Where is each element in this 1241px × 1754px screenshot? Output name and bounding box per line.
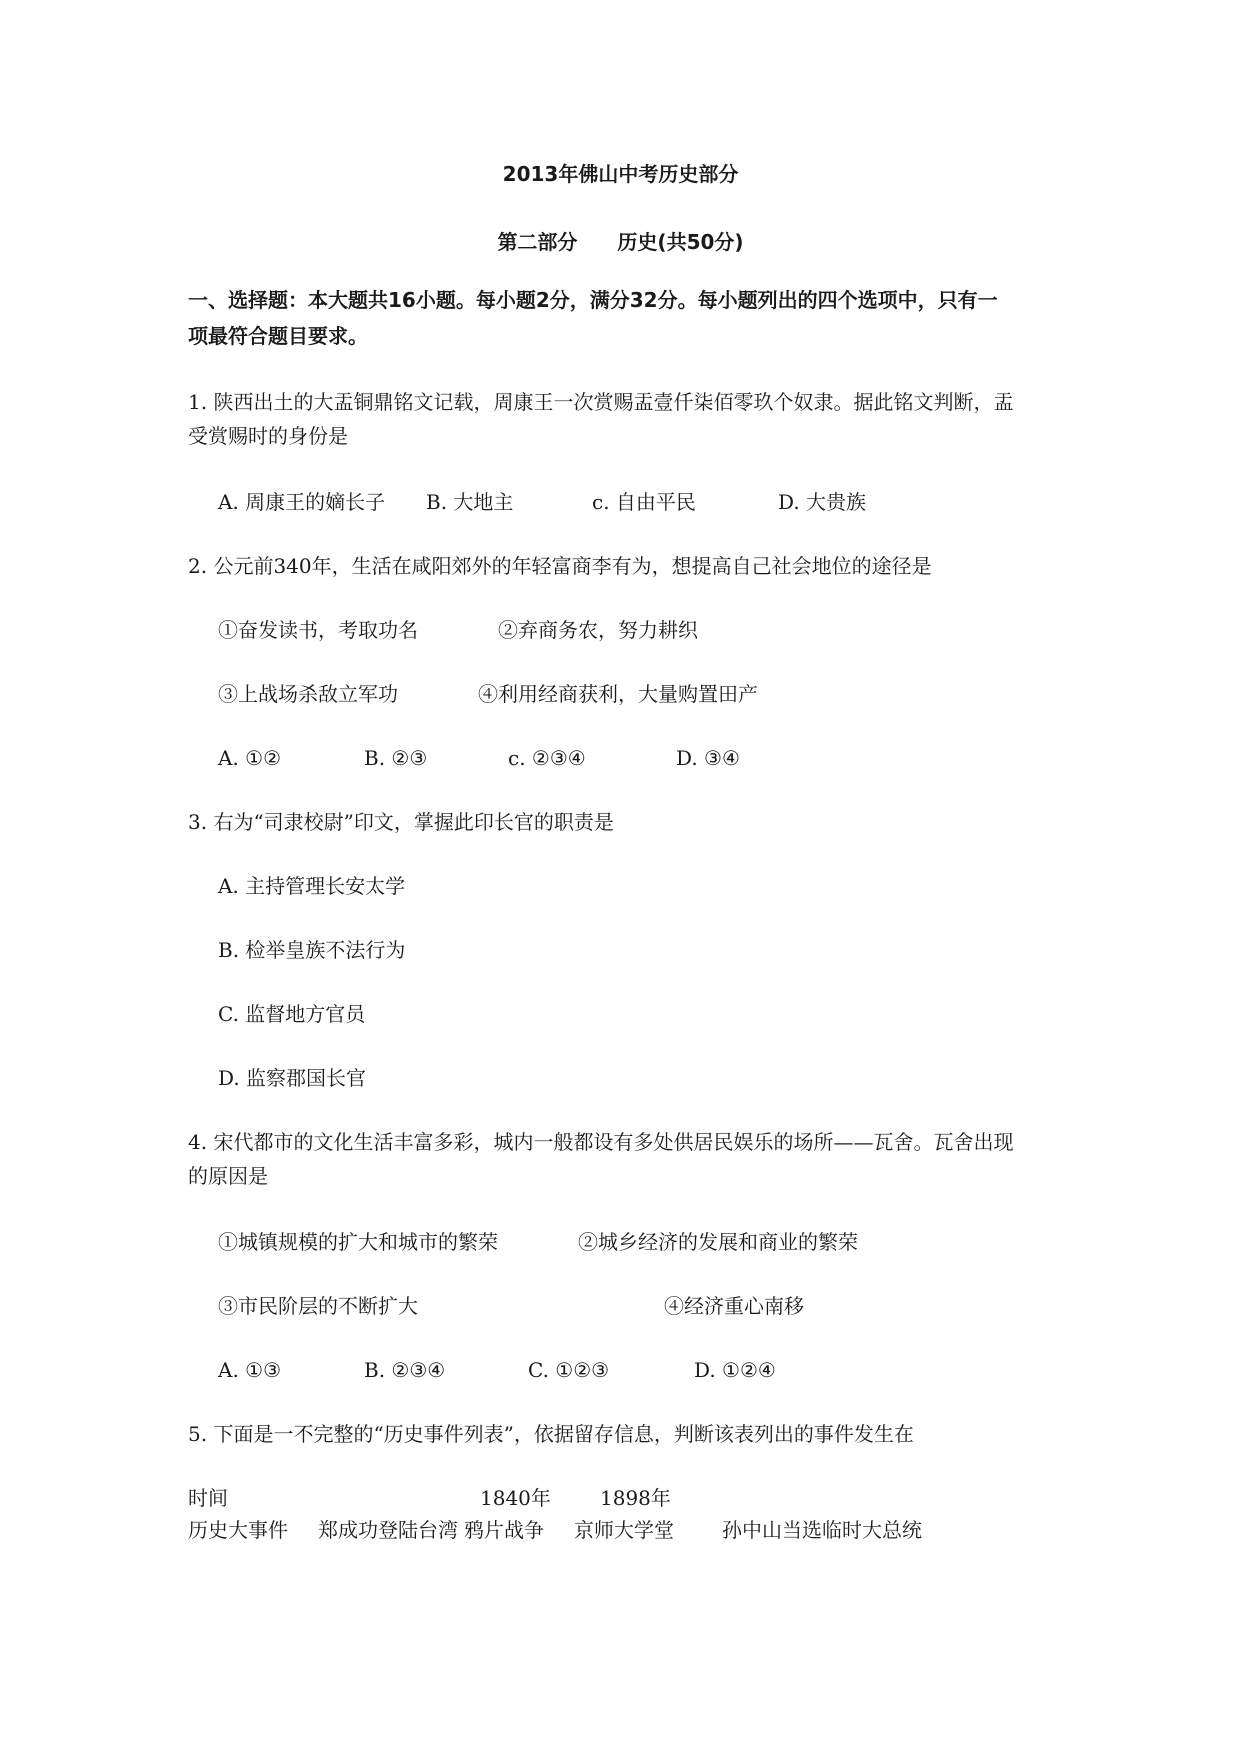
table-event-1: 郑成功登陆台湾 [318, 1518, 458, 1542]
question-1-option-c: c. 自由平民 [592, 490, 696, 514]
question-1-line-1: 1. 陕西出土的大盂铜鼎铭文记载，周康王一次赏赐盂壹仟柒佰零玖个奴隶。据此铭文判断，盂 [188, 390, 1014, 414]
question-4-option-b: B. ②③④ [364, 1358, 446, 1382]
question-4-option-d: D. ①②④ [694, 1358, 776, 1382]
question-4-item-2: ②城乡经济的发展和商业的繁荣 [578, 1230, 858, 1254]
question-2-item-2: ②弃商务农，努力耕织 [498, 618, 698, 642]
question-4-item-4: ④经济重心南移 [664, 1294, 804, 1318]
question-4-item-1: ①城镇规模的扩大和城市的繁荣 [218, 1230, 498, 1254]
question-1-option-a: A. 周康王的嫡长子 [218, 490, 386, 514]
question-3-option-a: A. 主持管理长安太学 [218, 874, 406, 898]
question-4-option-c: C. ①②③ [528, 1358, 610, 1382]
question-3-option-c: C. 监督地方官员 [218, 1002, 366, 1026]
question-2-item-4: ④利用经商获利，大量购置田产 [478, 682, 758, 706]
table-event-3: 京师大学堂 [574, 1518, 674, 1542]
section-instructions-line-1: 一、选择题：本大题共16小题。每小题2分，满分32分。每小题列出的四个选项中，只有一 [188, 288, 998, 312]
question-4-line-2: 的原因是 [188, 1164, 268, 1188]
page-title: 2013年佛山中考历史部分 [502, 162, 739, 186]
question-1-line-2: 受赏赐时的身份是 [188, 424, 348, 448]
question-3-option-b: B. 检举皇族不法行为 [218, 938, 406, 962]
question-4-line-1: 4. 宋代都市的文化生活丰富多彩，城内一般都设有多处供居民娱乐的场所——瓦舍。瓦舍出现 [188, 1130, 1014, 1154]
question-5-line-1: 5. 下面是一不完整的“历史事件列表”，依据留存信息，判断该表列出的事件发生在 [188, 1422, 914, 1446]
table-year-1898: 1898年 [600, 1486, 671, 1510]
table-events-label: 历史大事件 [188, 1518, 288, 1542]
question-1-option-b: B. 大地主 [426, 490, 514, 514]
table-event-2: 鸦片战争 [464, 1518, 544, 1542]
question-2-option-b: B. ②③ [364, 746, 428, 770]
question-2-item-3: ③上战场杀敌立军功 [218, 682, 398, 706]
page-subtitle: 第二部分 历史(共50分) [497, 230, 744, 254]
table-event-4: 孙中山当选临时大总统 [722, 1518, 922, 1542]
question-3-line-1: 3. 右为“司隶校尉”印文，掌握此印长官的职责是 [188, 810, 614, 834]
question-1-option-d: D. 大贵族 [778, 490, 867, 514]
question-4-option-a: A. ①③ [218, 1358, 282, 1382]
question-3-option-d: D. 监察郡国长官 [218, 1066, 367, 1090]
question-2-option-c: c. ②③④ [508, 746, 586, 770]
section-instructions-line-2: 项最符合题目要求。 [188, 324, 368, 348]
question-2-item-1: ①奋发读书，考取功名 [218, 618, 418, 642]
question-2-option-a: A. ①② [218, 746, 282, 770]
table-year-1840: 1840年 [480, 1486, 551, 1510]
question-2-option-d: D. ③④ [676, 746, 740, 770]
question-2-line-1: 2. 公元前340年，生活在咸阳郊外的年轻富商李有为，想提高自己社会地位的途径是 [188, 554, 932, 578]
table-time-label: 时间 [188, 1486, 228, 1510]
question-4-item-3: ③市民阶层的不断扩大 [218, 1294, 418, 1318]
